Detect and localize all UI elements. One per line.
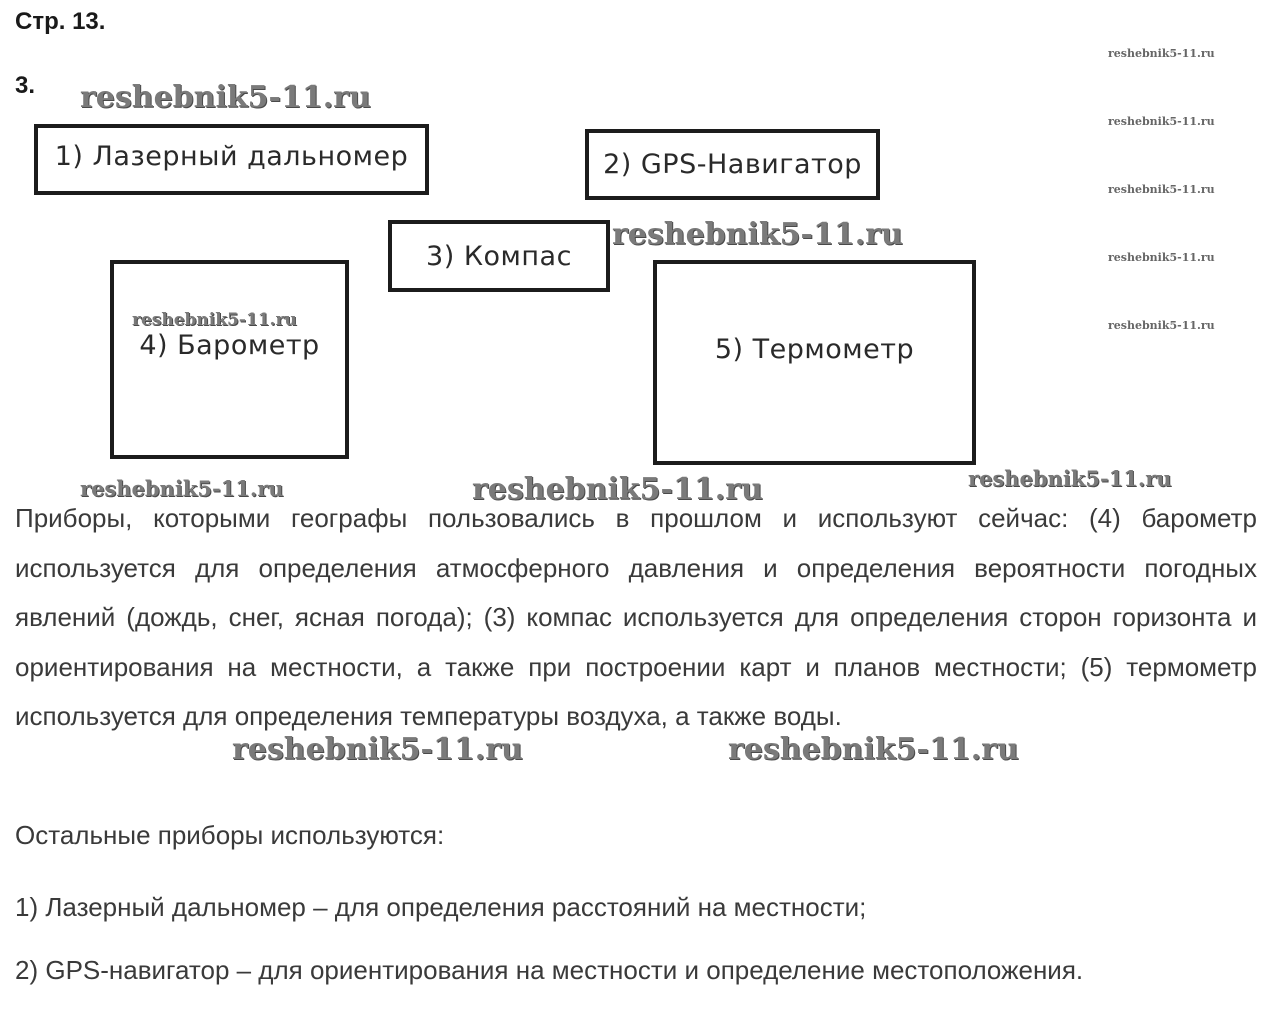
device-box-thermometer — [653, 260, 976, 465]
watermark: reshebnik5-11.ru — [472, 472, 763, 507]
device-label: 2) GPS-Навигатор — [603, 149, 862, 180]
watermark: reshebnik5-11.ru — [1108, 183, 1215, 196]
watermark: reshebnik5-11.ru — [132, 310, 297, 330]
watermark: reshebnik5-11.ru — [1108, 115, 1215, 128]
list-item: 2) GPS-навигатор – для ориентирования на местности и определение местоположения. — [15, 955, 1084, 985]
device-box-laser-rangefinder — [34, 124, 429, 195]
watermark: reshebnik5-11.ru — [80, 476, 284, 501]
watermark: reshebnik5-11.ru — [728, 732, 1019, 767]
device-label: 1) Лазерный дальномер — [54, 141, 409, 172]
device-box-barometer — [110, 260, 349, 459]
list-item: 1) Лазерный дальномер – для определения расстояний на местности; — [15, 892, 867, 922]
watermark: reshebnik5-11.ru — [232, 732, 523, 767]
watermark: reshebnik5-11.ru — [612, 217, 903, 252]
device-label: 4) Барометр — [139, 330, 320, 361]
watermark: reshebnik5-11.ru — [968, 466, 1172, 491]
device-label: 3) Компас — [426, 240, 572, 272]
description-paragraph: Приборы, которыми географы пользовались в прошлом и используют сейчас: (4) барометр используется для определения атмосферного давления и определения вероятности погодных явлений (дождь, снег, ясная погода); (3) компас используется для определения сторон горизонта и ориентирования на местности, а также при построении карт и планов местности; (5) термометр используется для определения температуры воздуха, а также воды. — [15, 503, 1257, 731]
watermark: reshebnik5-11.ru — [1108, 47, 1215, 60]
device-box-gps-navigator — [585, 129, 880, 200]
watermark: reshebnik5-11.ru — [1108, 251, 1215, 264]
task-number: 3. — [15, 72, 36, 99]
device-box-compass — [388, 220, 610, 292]
device-label: 5) Термометр — [714, 334, 915, 365]
page-title: Стр. 13. — [15, 8, 106, 35]
watermark: reshebnik5-11.ru — [80, 80, 371, 115]
others-heading: Остальные приборы используются: — [15, 820, 445, 850]
watermark: reshebnik5-11.ru — [1108, 319, 1215, 332]
